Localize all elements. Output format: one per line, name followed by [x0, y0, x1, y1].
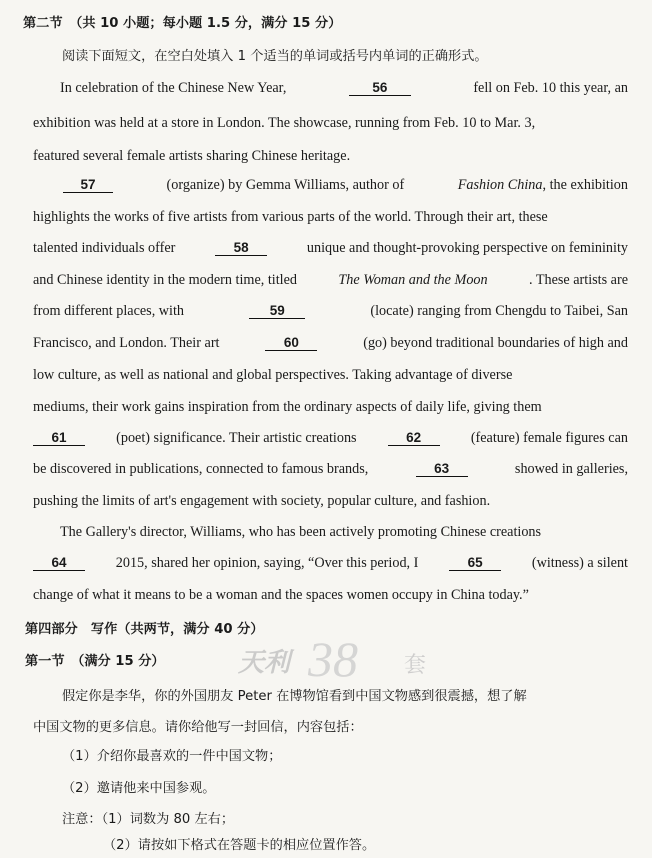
- text: In celebration of the Chinese New Year,: [60, 80, 287, 96]
- passage-line: [33, 148, 652, 165]
- passage-line: [33, 430, 628, 447]
- watermark-suffix: 套: [404, 653, 427, 678]
- prompt-item: （1）介绍你最喜欢的一件中国文物；: [62, 749, 282, 764]
- text: pushing the limits of art's engagement with society, popular culture, and fashion.: [33, 493, 491, 509]
- prompt-line: 假定你是李华，你的外国朋友 Peter 在博物馆看到中国文物感到很震撼，想了解: [62, 689, 527, 704]
- text: (feature) female figures can: [470, 430, 628, 446]
- blank-56: 56: [349, 80, 411, 96]
- passage-line: [33, 399, 628, 416]
- text: (locate) ranging from Chengdu to Taibei, San: [370, 303, 628, 319]
- text: . These artists are: [528, 272, 628, 288]
- passage-line: [33, 367, 628, 384]
- watermark-number: 38: [308, 631, 358, 687]
- blank-57: 57: [63, 177, 113, 193]
- text: highlights the works of five artists from various parts of the world. Through their art, these: [33, 209, 548, 225]
- passage-line: [33, 335, 628, 352]
- blank-58: 58: [215, 240, 267, 256]
- text: unique and thought-provoking perspective on femininity: [306, 240, 628, 256]
- text: (poet) significance. Their artistic creations: [116, 430, 357, 446]
- text: featured several female artists sharing Chinese heritage.: [33, 148, 351, 164]
- blank-60: 60: [265, 335, 317, 351]
- subsection-heading: 第一节 （满分 15 分）: [25, 654, 165, 669]
- prompt-line: 中国文物的更多信息。请你给他写一封回信，内容包括：: [33, 720, 363, 735]
- passage-line: [33, 115, 628, 132]
- text: change of what it means to be a woman and the spaces women occupy in China today.”: [33, 587, 529, 603]
- passage-line: [60, 80, 628, 97]
- text: low culture, as well as national and global perspectives. Taking advantage of diverse: [33, 367, 513, 383]
- text: from different places, with: [33, 303, 185, 319]
- passage-line: [33, 555, 628, 572]
- watermark-text: 天利: [238, 648, 291, 678]
- section-instruction: 阅读下面短文，在空白处填入 1 个适当的单词或括号内单词的正确形式。: [62, 49, 488, 64]
- part-heading: 第四部分 写作（共两节，满分 40 分）: [25, 622, 264, 637]
- passage-line: [63, 177, 628, 194]
- note-line: （2）请按如下格式在答题卡的相应位置作答。: [103, 838, 376, 853]
- passage-line: [33, 587, 652, 604]
- text: and Chinese identity in the modern time, titled: [33, 272, 297, 288]
- blank-64: 64: [33, 555, 85, 571]
- passage-line: [33, 493, 652, 510]
- prompt-item: （2）邀请他来中国参观。: [62, 781, 216, 796]
- text: showed in galleries,: [514, 461, 628, 477]
- book-title: Fashion China: [457, 177, 543, 193]
- text: 2015, shared her opinion, saying, “Over this period, I: [115, 555, 419, 571]
- passage-line: [33, 303, 628, 320]
- passage-line: [33, 461, 628, 478]
- text: fell on Feb. 10 this year, an: [473, 80, 628, 96]
- text: Francisco, and London. Their art: [33, 335, 220, 351]
- text: (go) beyond traditional boundaries of high and: [363, 335, 628, 351]
- artwork-title: The Woman and the Moon: [338, 272, 488, 288]
- passage-line: [33, 272, 628, 289]
- passage-line: [33, 240, 628, 257]
- text: be discovered in publications, connected to famous brands,: [33, 461, 369, 477]
- text: (witness) a silent: [531, 555, 628, 571]
- text: exhibition was held at a store in London. The showcase, running from Feb. 10 to Mar. 3,: [33, 115, 536, 131]
- text: talented individuals offer: [33, 240, 176, 256]
- passage-line: [60, 524, 628, 541]
- note-line: 注意：（1）词数为 80 左右；: [62, 812, 235, 827]
- blank-63: 63: [416, 461, 468, 477]
- blank-65: 65: [449, 555, 501, 571]
- blank-61: 61: [33, 430, 85, 446]
- passage-line: [33, 209, 628, 226]
- blank-59: 59: [249, 303, 305, 319]
- text: (organize) by Gemma Williams, author of: [166, 177, 405, 193]
- text: mediums, their work gains inspiration from the ordinary aspects of daily life, giving them: [33, 399, 542, 415]
- text: The Gallery's director, Williams, who has been actively promoting Chinese creations: [60, 524, 542, 540]
- section-heading: 第二节 （共 10 小题；每小题 1.5 分，满分 15 分）: [23, 16, 342, 31]
- blank-62: 62: [388, 430, 440, 446]
- text: , the exhibition: [542, 177, 628, 193]
